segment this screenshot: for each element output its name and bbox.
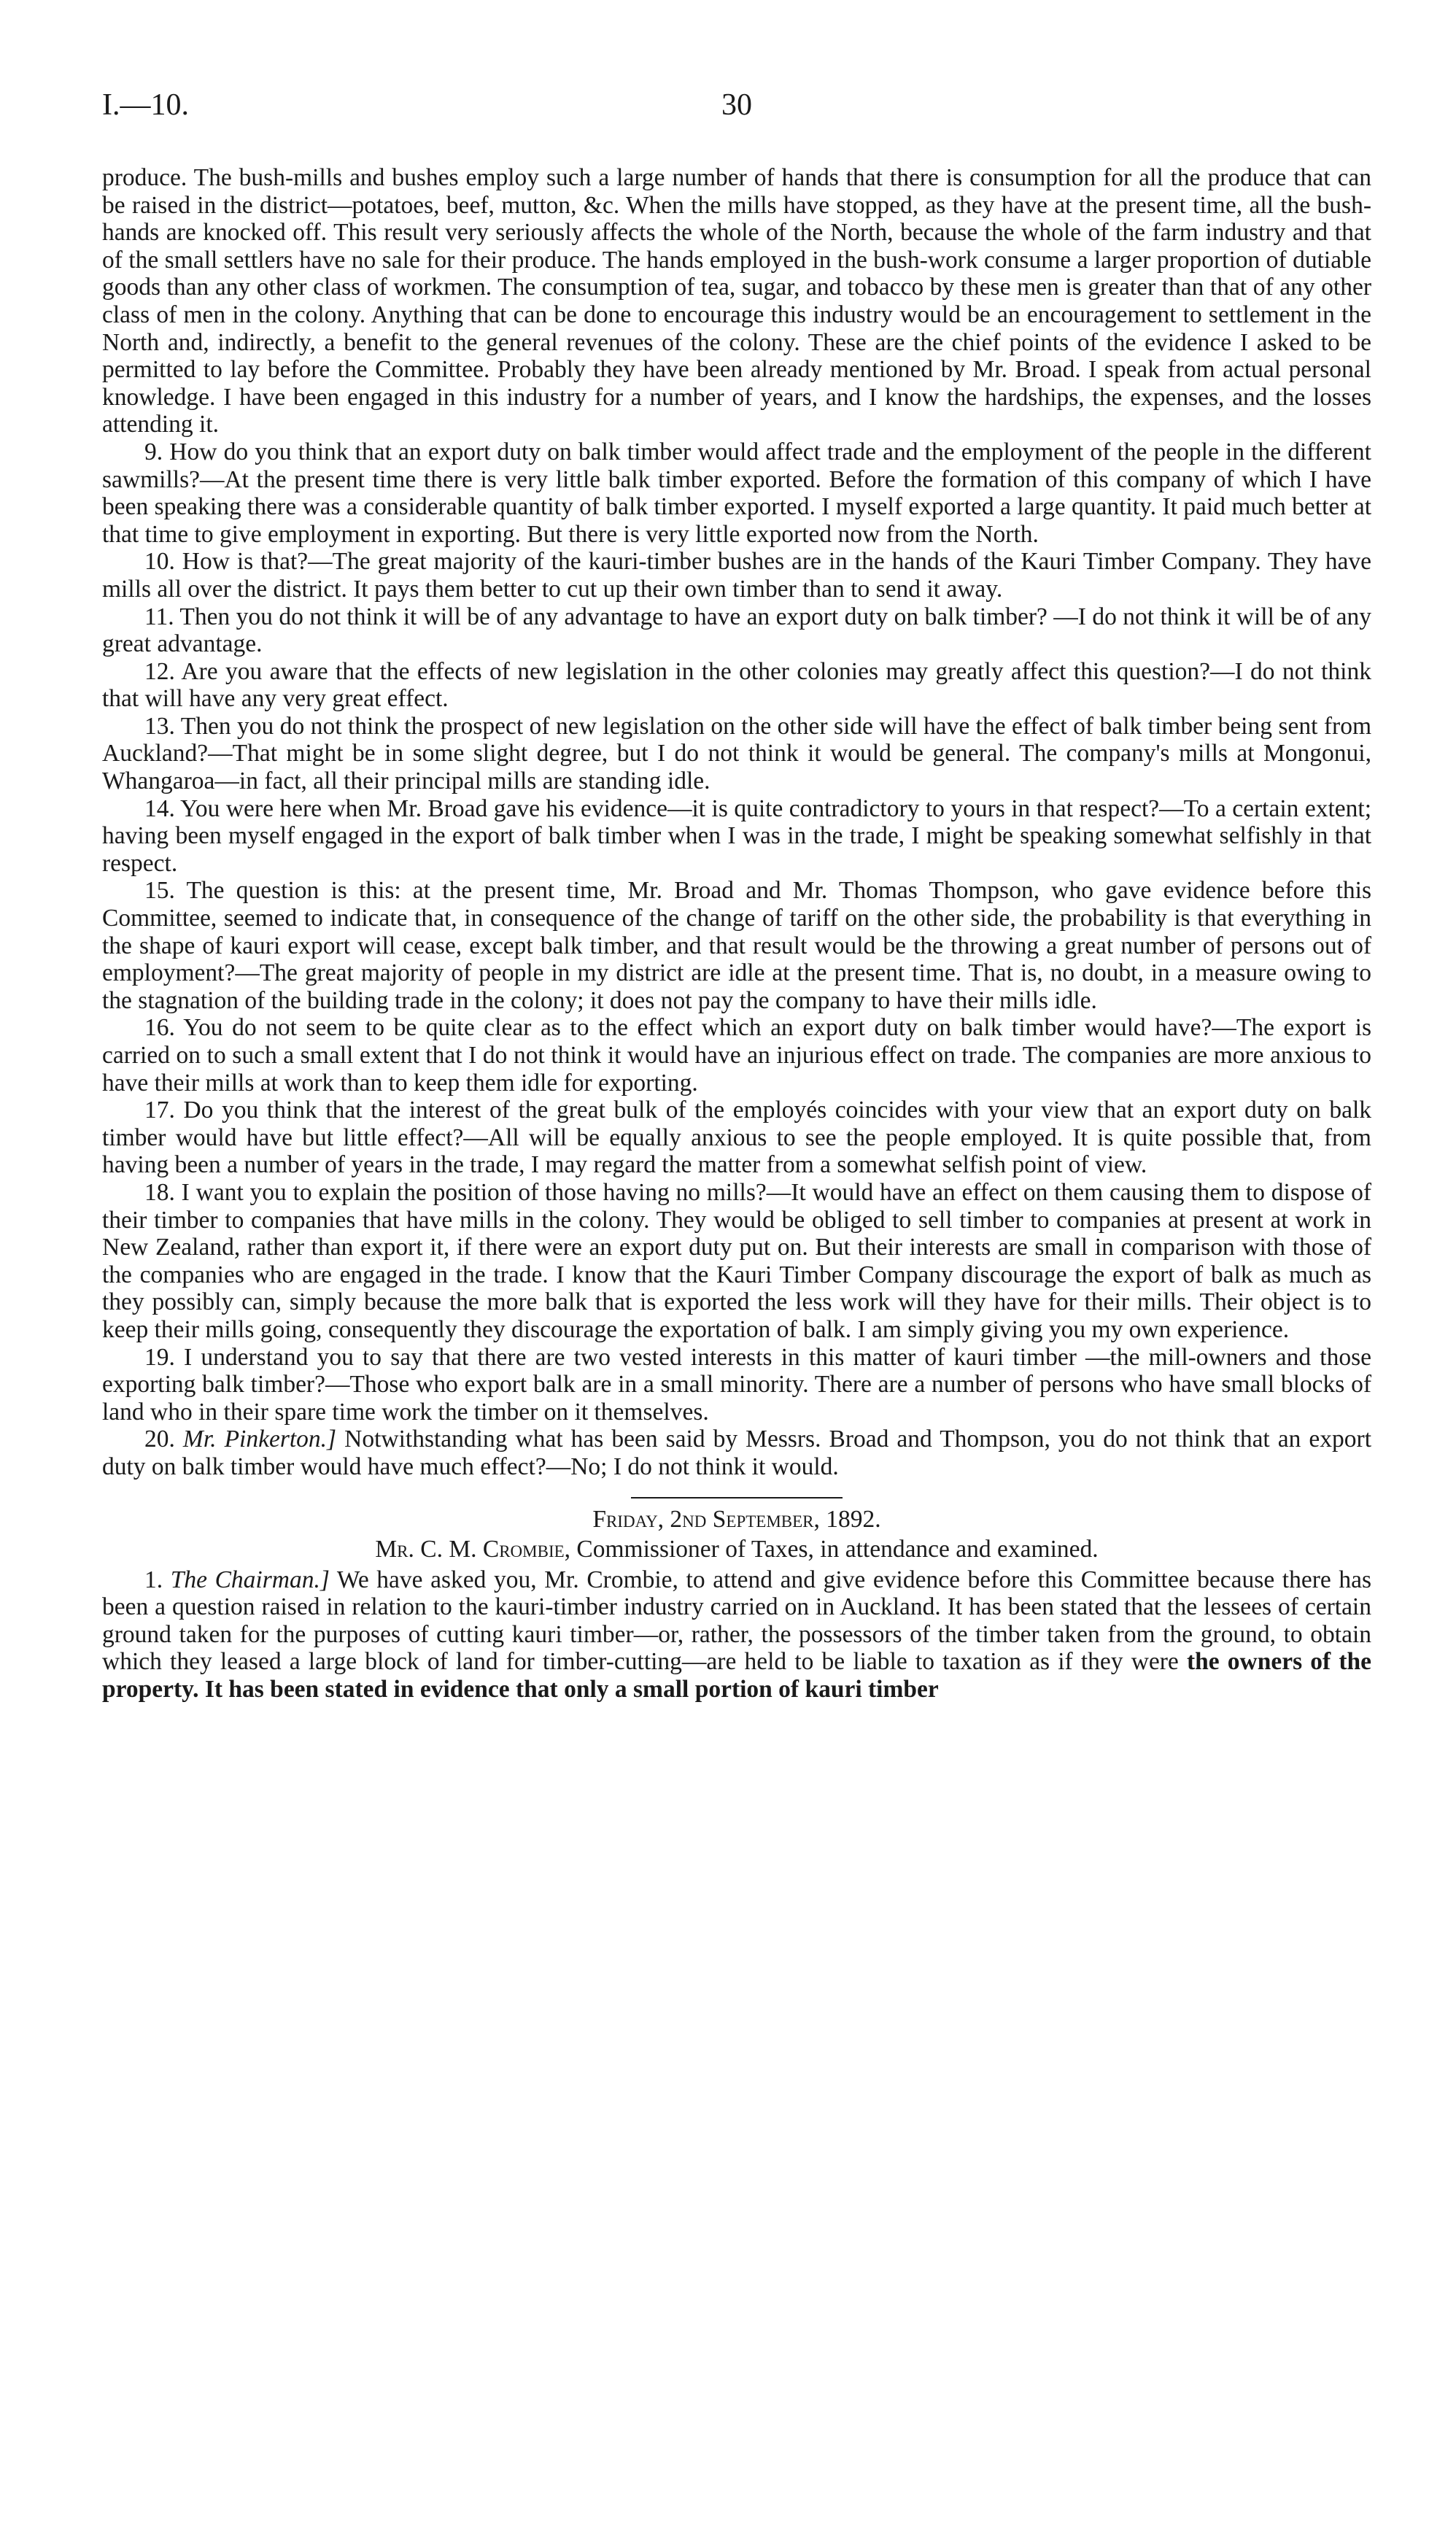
question-9: 9. How do you think that an export duty on balk timber would affect trade and the employment of the people in the different sawmills?—At the present time there is very little balk timber exported. Before the formation of this company of which I have been speaking there was a considerable quantity of balk timber exported. I myself exported a large quantity. It paid much better at that time to give employment in exporting. But there is very little exported now from the North. — [102, 438, 1371, 548]
witness-role: Commissioner of Taxes, in attendance and examined. — [576, 1536, 1099, 1563]
question-number: 20. — [144, 1426, 175, 1453]
document-reference: I.—10. — [102, 88, 189, 122]
question-16: 16. You do not seem to be quite clear as to the effect which an export duty on balk timber would have?—The export is carried on to such a small extent that I do not think it would have an injurious effect on trade. The companies are more anxious to have their mills at work than to keep them idle for exporting. — [102, 1014, 1371, 1097]
session-date: Friday, 2nd September, 1892. — [592, 1505, 881, 1533]
speaker-name: The Chairman.] — [170, 1566, 330, 1593]
question-12: 12. Are you aware that the effects of new legislation in the other colonies may greatly affect this question?—I do not think that will have any very great effect. — [102, 657, 1371, 713]
question-18: 18. I want you to explain the position of those having no mills?—It would have an effect on them causing them to dispose of their timber to companies that have mills in the colony. They would be obliged to sell timber to companies at present at work in New Zealand, rather than export it, if there were an export duty put on. But their interests are small in comparison with those of the companies who are engaged in the trade. I know that the Kauri Timber Company discourage the export of balk as much as they possibly can, simply because the more balk that is exported the less work will they have for their mills. Their object is to keep their mills going, consequently they discourage the exportation of balk. I am simply giving you my own experience. — [102, 1178, 1371, 1343]
question-number: 1. — [144, 1566, 163, 1593]
question-17: 17. Do you think that the interest of the great bulk of the employés coincides with your view that an export duty on balk timber would have but little effect?—All will be equally anxious to see the people employed. It is quite possible that, from having been a number of years in the trade, I may regard the matter from a somewhat selfish point of view. — [102, 1097, 1371, 1179]
paragraph-continuation: produce. The bush-mills and bushes employ such a large number of hands that there is consumption for all the produce that can be raised in the district—potatoes, beef, mutton, &c. When the mills have stopped, as they have at the present time, all the bush-hands are knocked off. This result very seriously affects the whole of the North, because the whole of the farm industry and that of the small settlers have no sale for their produce. The hands employed in the bush-work consume a larger proportion of dutiable goods than any other class of workmen. The consumption of tea, sugar, and tobacco by these men is greater than that of any other class of men in the colony. Anything that can be done to encourage this industry would be an encouragement to settlement in the North and, indirectly, a benefit to the general revenues of the colony. These are the chief points of the evidence I asked to be permitted to lay before the Committee. Probably they have been already mentioned by Mr. Broad. I speak from actual personal knowledge. I have been engaged in this industry for a number of years, and I know the hardships, the expenses, and the losses attending it. — [102, 164, 1371, 438]
witness-name: Mr. C. M. Crombie, — [375, 1536, 571, 1563]
question-10: 10. How is that?—The great majority of the kauri-timber bushes are in the hands of the Kauri Timber Company. They have mills all over the district. It pays them better to cut up their own timber than to send it away. — [102, 548, 1371, 603]
question-20 — [102, 1426, 1371, 1480]
question-text-bold: the owners of the property. It has been stated in evidence that only a small portion of kauri timber — [102, 1648, 1371, 1704]
question-15: 15. The question is this: at the present time, Mr. Broad and Mr. Thomas Thompson, who gave evidence before this Committee, seemed to indicate that, in consequence of the change of tariff on the other side, the probability is that everything in the shape of kauri export will cease, except balk timber, and that result would be the throwing a great number of persons out of employment?—The great majority of people in my district are idle at the present time. That is, no doubt, in a measure owing to the stagnation of the building trade in the colony; it does not pay the company to have their mills idle. — [102, 877, 1371, 1014]
question-13: 13. Then you do not think the prospect of new legislation on the other side will have the effect of balk timber being sent from Auckland?—That might be in some slight degree, but I do not think it would be general. The company's mills at Mongonui, Whangaroa—in fact, all their principal mills are standing idle. — [102, 712, 1371, 795]
question-text: We have asked you, Mr. Crombie, to attend and give evidence before this Committee because there has been a question raised in relation to the kauri-timber industry carried on in Auckland. It has been stated that the lessees of certain ground taken for the purposes of cutting kauri timber—or, rather, the possessors of the timber taken from the ground, to obtain which they leased a large block of land for timber-cutting—are held to be liable to taxation as if they were — [102, 1566, 1371, 1676]
question-14: 14. You were here when Mr. Broad gave his evidence—it is quite contradictory to yours in that respect?—To a certain extent; having been myself engaged in the export of balk timber when I was in the trade, I might be speaking somewhat selfishly in that respect. — [102, 794, 1371, 877]
speaker-name: Mr. Pinkerton.] — [182, 1426, 337, 1453]
question-11: 11. Then you do not think it will be of any advantage to have an export duty on balk timber? —I do not think it will be of any great advantage. — [102, 603, 1371, 658]
question-1 — [102, 1566, 1371, 1704]
page-number: 30 — [721, 88, 752, 122]
question-19: 19. I understand you to say that there are two vested interests in this matter of kauri timber —the mill-owners and those exporting balk timber?—Those who export balk are in a small minority. There are a number of persons who have small blocks of land who in their spare time work the timber on it themselves. — [102, 1343, 1371, 1426]
body-text — [102, 164, 1371, 1704]
question-text: Notwithstanding what has been said by Messrs. Broad and Thompson, you do not think that an export duty on balk timber would have much effect?—No; I do not think it would. — [102, 1426, 1372, 1480]
page-header — [102, 88, 1371, 131]
witness-heading — [102, 1536, 1371, 1563]
section-divider — [631, 1497, 843, 1498]
